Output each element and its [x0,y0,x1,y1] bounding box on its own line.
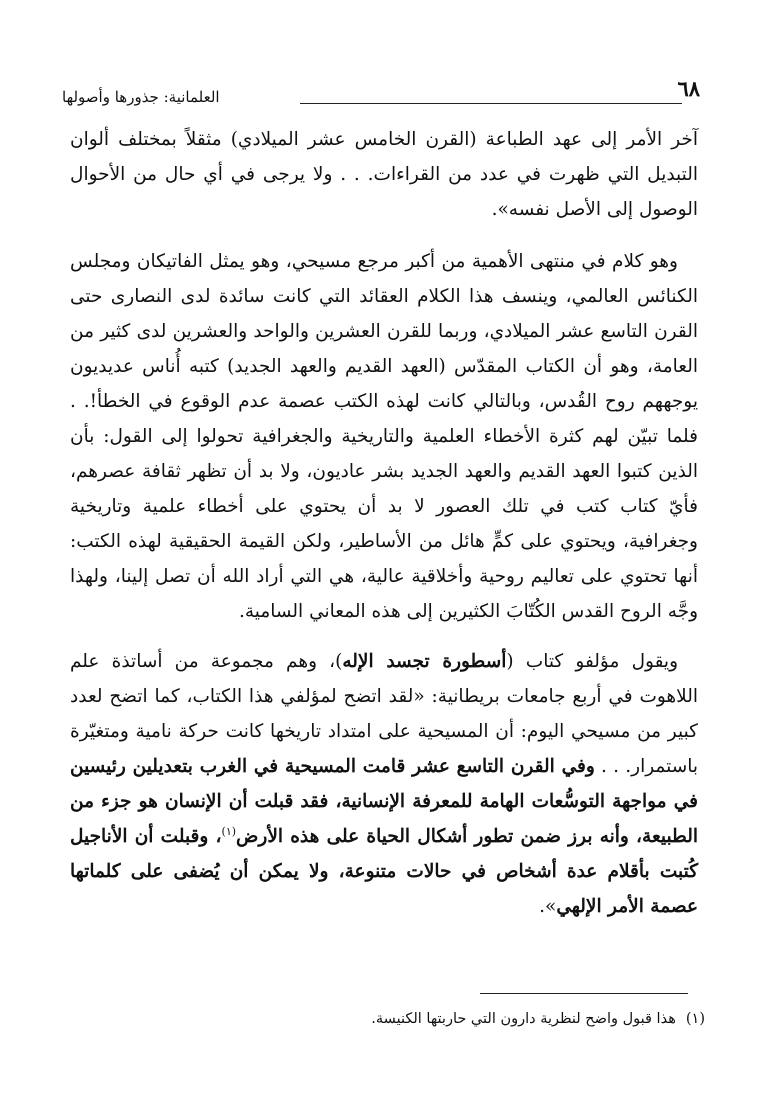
quote-bold-text-a: وفي القرن التاسع عشر قامت المسيحية في الغرب بتعديلين رئيسين في مواجهة التوسُّعات الهامة للمعرفة الإنسانية، فقد قبلت أن الإنسان هو جزء من الطبيعة، وأنه برز ضمن تطور أشكال الحياة على هذه الأرض [70,756,698,847]
header-rule [300,103,682,104]
quote-closing: ». [539,896,557,917]
quote-bold-text-b: ، وقبلت أن الأناجيل كُتبت بأقلام عدة أشخاص في حالات متنوعة، ولا يمكن أن يُضفى على كلماتها عصمة الأمر الإلهي [70,826,698,917]
footnote-text: هذا قبول واضح لنظرية دارون التي حاربتها الكنيسة. [371,1011,676,1027]
book-title: أسطورة تجسد الإله [342,651,507,672]
page-header [60,76,700,110]
footnote-marker: (١) [685,1011,705,1027]
page-number: ٦٨ [677,76,700,101]
footnote [250,1008,705,1030]
paragraph-quotation [70,644,698,924]
quote-intro: ويقول مؤلفو كتاب ( [506,651,679,672]
body-text [70,122,698,924]
paragraph-commentary: وهو كلام في منتهى الأهمية من أكبر مرجع مسيحي، وهو يمثل الفاتيكان ومجلس الكنائس العالمي، وينسف هذا الكلام العقائد التي كانت سائدة لدى النصارى حتى القرن التاسع عشر الميلادي، وربما للقرن العشرين والواحد والعشرين لدى كثير من العامة، وهو أن الكتاب المقدّس (العهد القديم والعهد الجديد) كتبه أُناس عديديون يوجههم روح القُدس، وبالتالي كانت لهذه الكتب عصمة عدم الوقوع في الخطأ!. . فلما تبيّن لهم كثرة الأخطاء العلمية والتاريخية والجغرافية تحولوا إلى القول: بأن الذين كتبوا العهد القديم والعهد الجديد بشر عاديون، ولا بد أن تظهر ثقافة عصرهم، فأيّ كتاب كتب في تلك العصور لا بد أن يحتوي على أخطاء علمية وتاريخية وجغرافية، ويحتوي على كمٍّ هائل من الأساطير، ولكن القيمة الحقيقية لهذه الكتب: أنها تحتوي على تعاليم روحية وأخلاقية عالية، هي التي أراد الله أن تصل إلينا، ولهذا وجَّه الروح القدس الكُتّابَ الكثيرين إلى هذه المعاني السامية. [70,251,698,622]
footnote-rule [480,993,688,994]
paragraph-continuation: آخر الأمر إلى عهد الطباعة (القرن الخامس عشر الميلادي) مثقلاً بمختلف ألوان التبديل التي ظهرت في عدد من القراءات. . . ولا يرجى في أي حال من الأحوال الوصول إلى الأصل نفسه». [70,129,698,220]
footnote-reference: (١) [221,824,237,838]
running-title: العلمانية: جذورها وأصولها [62,88,220,106]
quote-plain-text: )، وهم مجموعة من أساتذة علم اللاهوت في أربع جامعات بريطانية: «لقد اتضح لمؤلفي هذا الكتاب، كما اتضح لعدد كبير من مسيحي اليوم: أن المسيحية على امتداد تاريخها كانت حركة نامية ومتغيّرة باستمرار. . . [70,651,698,777]
